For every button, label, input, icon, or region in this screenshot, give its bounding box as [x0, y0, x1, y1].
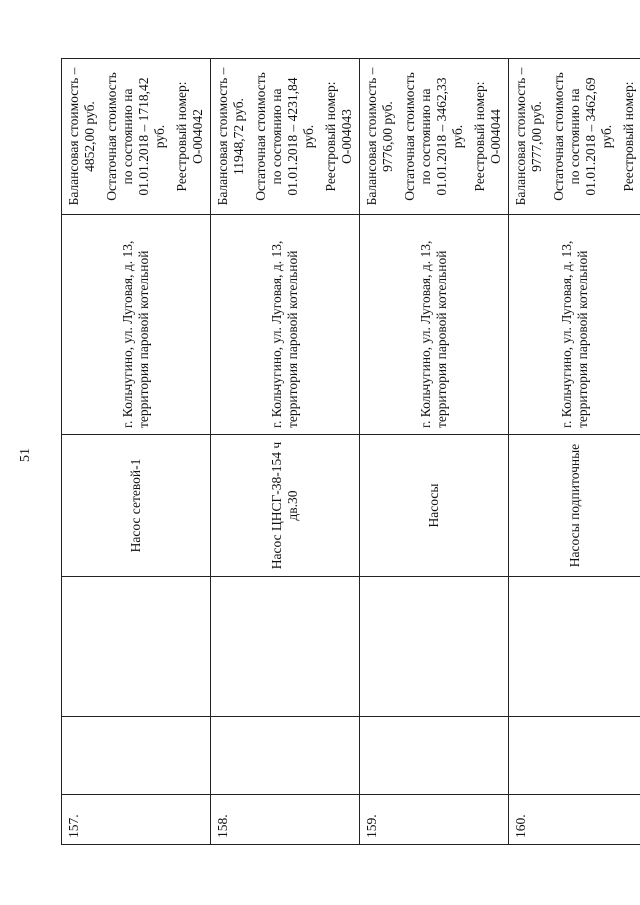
item-name: Насос сетевой-1	[62, 435, 211, 577]
balance-value: Балансовая стоимость – 11948,72 руб.	[215, 67, 246, 206]
table-row	[62, 59, 211, 845]
balance-value: Балансовая стоимость – 4852,00 руб.	[66, 67, 97, 206]
item-address: г. Кольчугино, ул. Луговая, д. 13, территория паровой котельной	[509, 215, 640, 435]
residual-value: Остаточная стоимость по состоянию на 01.01.2018 – 1718,42 руб.	[104, 72, 167, 201]
empty-cell	[509, 577, 640, 717]
item-address: г. Кольчугино, ул. Луговая, д. 13, территория паровой котельной	[211, 215, 360, 435]
empty-cell	[360, 717, 509, 795]
balance-value: Балансовая стоимость – 9777,00 руб.	[513, 67, 544, 206]
registry-number: Реестровый номер: О-004042	[174, 81, 205, 192]
row-number: 157.	[62, 795, 211, 845]
table-row	[360, 59, 509, 845]
empty-cell	[509, 717, 640, 795]
registry-number: Реестровый номер:	[621, 81, 636, 192]
item-address: г. Кольчугино, ул. Луговая, д. 13, территория паровой котельной	[360, 215, 509, 435]
residual-value: Остаточная стоимость по состоянию на 01.01.2018 – 4231,84 руб.	[253, 72, 316, 201]
table-row	[509, 59, 640, 845]
item-name: Насосы подпиточные	[509, 435, 640, 577]
item-cost	[360, 59, 509, 215]
page-number: 51	[18, 448, 33, 462]
item-cost	[62, 59, 211, 215]
item-address: г. Кольчугино, ул. Луговая, д. 13, территория паровой котельной	[62, 215, 211, 435]
item-cost	[211, 59, 360, 215]
balance-value: Балансовая стоимость – 9776,00 руб.	[364, 67, 395, 206]
empty-cell	[211, 717, 360, 795]
property-table	[61, 58, 640, 845]
row-number: 159.	[360, 795, 509, 845]
empty-cell	[62, 577, 211, 717]
row-number: 160.	[509, 795, 640, 845]
empty-cell	[360, 577, 509, 717]
item-name: Насос ЦНСГ-38-154 ч дв.30	[211, 435, 360, 577]
property-table-rotated	[61, 59, 636, 845]
item-name: Насосы	[360, 435, 509, 577]
empty-cell	[211, 577, 360, 717]
table-row	[211, 59, 360, 845]
item-cost	[509, 59, 640, 215]
residual-value: Остаточная стоимость по состоянию на 01.01.2018 – 3462,69 руб.	[551, 72, 614, 201]
residual-value: Остаточная стоимость по состоянию на 01.01.2018 – 3462,33 руб.	[402, 72, 465, 201]
row-number: 158.	[211, 795, 360, 845]
registry-number: Реестровый номер: О-004043	[323, 81, 354, 192]
empty-cell	[62, 717, 211, 795]
registry-number: Реестровый номер: О-004044	[472, 81, 503, 192]
